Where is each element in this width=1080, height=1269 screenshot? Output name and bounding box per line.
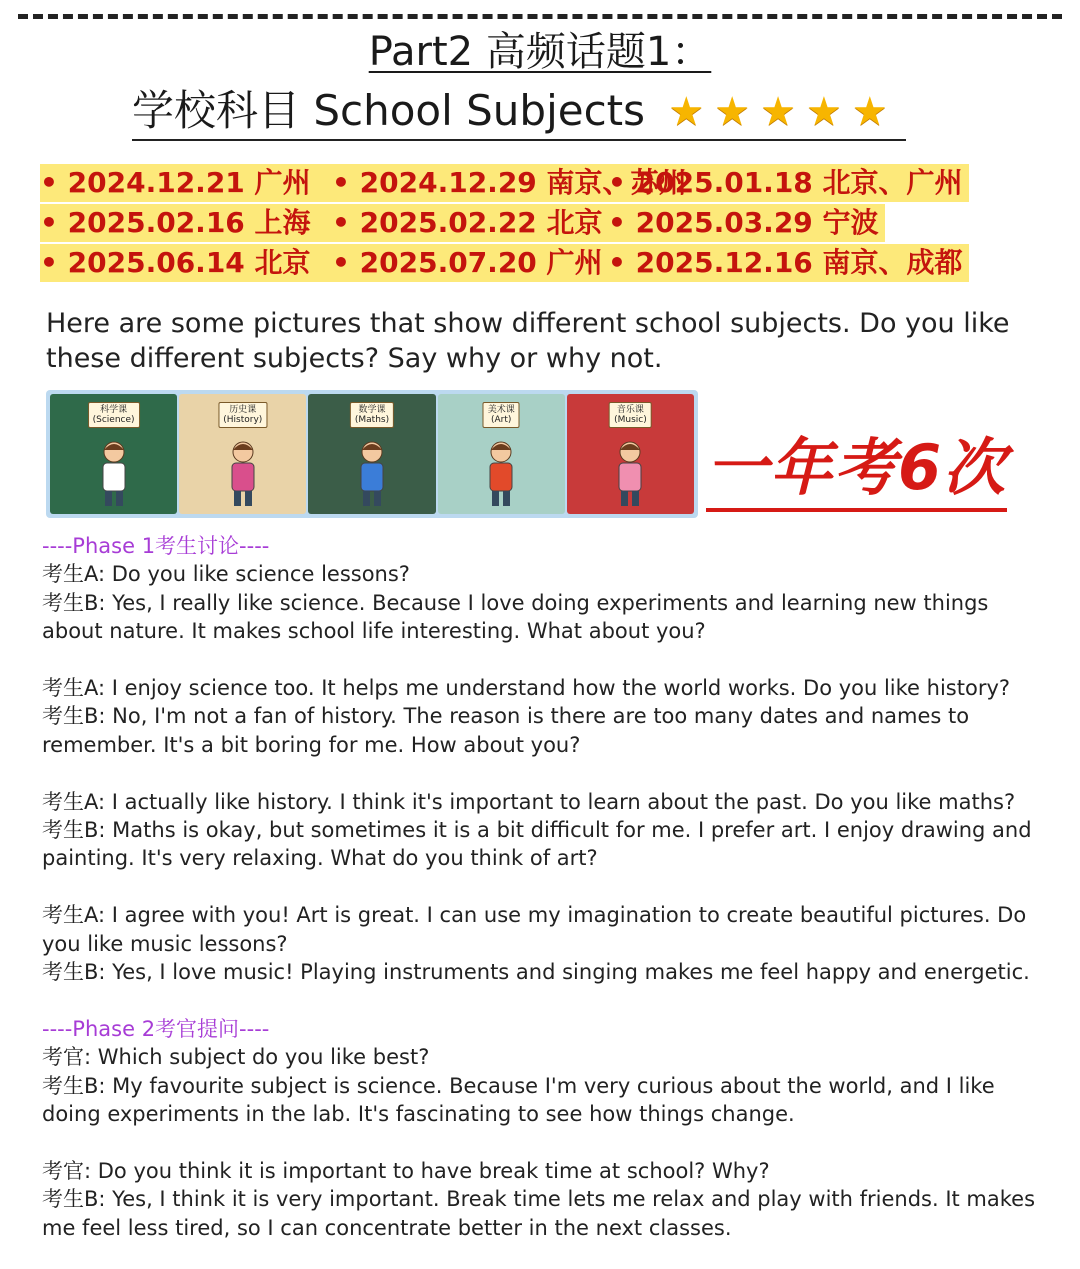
phase-1-dialogue: [42, 560, 1042, 986]
utterance: : I actually like history. I think it's important to learn about the past. Do you like maths?: [98, 789, 1016, 814]
utterance: : I agree with you! Art is great. I can use my imagination to create beautiful pictures. Do you like music lessons?: [42, 903, 1027, 956]
speaker: 考生B: [42, 960, 99, 985]
speaker: 考生B: [42, 1187, 99, 1212]
exam-date: • 2025.01.18 北京、广州: [608, 166, 963, 199]
music-icon: [567, 394, 694, 514]
exam-date: • 2025.02.22 北京: [332, 206, 603, 239]
dialogue-line: [42, 1185, 1042, 1242]
dialogue-line: [42, 674, 1042, 702]
star-rating-icon: ★★★★★: [668, 89, 898, 135]
subject-pictures: [46, 390, 698, 518]
utterance: : Do you think it is important to have break time at school? Why?: [84, 1158, 770, 1183]
dialogue-line: [42, 958, 1042, 986]
title-text: 学校科目 School Subjects: [132, 86, 646, 135]
dialogue: [42, 532, 1042, 1242]
dialogue-line: [42, 788, 1042, 816]
utterance: : Do you like science lessons?: [98, 562, 410, 587]
dialogue-line: [42, 589, 1042, 646]
student-figure-icon: [223, 438, 263, 508]
question-prompt: Here are some pictures that show different school subjects. Do you like these different subjects? Say why or why not.: [46, 308, 1010, 374]
dialogue-line: [42, 1157, 1042, 1185]
art-icon: [438, 394, 565, 514]
subject-sign: 科学课 (Science): [88, 402, 140, 428]
exam-date: • 2025.06.14 北京: [40, 246, 311, 279]
exam-dates: [40, 164, 1040, 284]
utterance: : Yes, I think it is very important. Break time lets me relax and play with friends. It makes me feel less tired, so I can concentrate better in the next classes.: [42, 1187, 1036, 1240]
speaker: 考生B: [42, 818, 99, 843]
speaker: 考生A: [42, 676, 98, 701]
utterance: : Yes, I love music! Playing instruments and singing makes me feel happy and energetic.: [98, 960, 1030, 985]
exam-date: • 2025.07.20 广州: [332, 246, 603, 279]
speaker: 考生A: [42, 789, 98, 814]
utterance: : My favourite subject is science. Because I'm very curious about the world, and I like doing experiments in the lab. It's fascinating to see how things change.: [42, 1073, 995, 1127]
speaker: 考官: [42, 1045, 84, 1070]
dialogue-line: [42, 702, 1042, 759]
student-figure-icon: [481, 438, 521, 508]
speaker: 考生B: [42, 590, 99, 615]
title-line-2: [132, 84, 906, 141]
date-row: [40, 204, 885, 242]
exam-date: • 2024.12.21 广州: [40, 166, 311, 199]
phase-1-heading: ----Phase 1考生讨论----: [42, 534, 270, 558]
top-dashed-divider: [18, 14, 1062, 19]
title-line-1: Part2 高频话题1：: [368, 29, 712, 75]
utterance: : No, I'm not a fan of history. The reason is there are too many dates and names to remember. It's a bit boring for me. How about you?: [42, 704, 970, 757]
subject-sign: 数学课 (Maths): [350, 402, 394, 428]
subject-sign: 音乐课 (Music): [609, 402, 652, 428]
spacer: [42, 873, 1042, 901]
student-figure-icon: [94, 438, 134, 508]
spacer: [42, 646, 1042, 674]
date-row: [40, 164, 969, 202]
utterance: : Maths is okay, but sometimes it is a bit difficult for me. I prefer art. I enjoy drawing and painting. It's very relaxing. What do you think of art?: [42, 818, 1032, 871]
maths-icon: [308, 394, 435, 514]
exam-date: • 2025.02.16 上海: [40, 206, 311, 239]
dialogue-line: [42, 560, 1042, 588]
phase-2-dialogue: [42, 1043, 1042, 1242]
student-figure-icon: [352, 438, 392, 508]
speaker: 考生B: [42, 1073, 99, 1098]
exam-date: • 2025.03.29 宁波: [608, 206, 879, 239]
phase-2-heading: ----Phase 2考官提问----: [42, 1016, 270, 1041]
science-icon: [50, 394, 177, 514]
utterance: : Which subject do you like best?: [84, 1045, 430, 1070]
spacer: [42, 1128, 1042, 1156]
history-icon: [179, 394, 306, 514]
student-figure-icon: [610, 438, 650, 508]
subject-sign: 历史课 (History): [218, 402, 267, 428]
dialogue-line: [42, 816, 1042, 873]
dialogue-line: [42, 901, 1042, 958]
spacer: [42, 986, 1042, 1014]
dialogue-line: [42, 1043, 1042, 1071]
dialogue-line: [42, 1072, 1042, 1129]
speaker: 考生A: [42, 562, 98, 587]
exam-date: • 2024.12.29 南京、苏州: [332, 166, 687, 199]
utterance: : I enjoy science too. It helps me understand how the world works. Do you like history?: [98, 676, 1011, 701]
speaker: 考官: [42, 1158, 84, 1183]
exam-date: • 2025.12.16 南京、成都: [608, 246, 963, 279]
frequency-badge: 一年考6次: [706, 428, 1007, 512]
subject-sign: 美术课 (Art): [483, 402, 520, 428]
spacer: [42, 759, 1042, 787]
utterance: : Yes, I really like science. Because I love doing experiments and learning new things about nature. It makes school life interesting. What about you?: [42, 590, 989, 644]
speaker: 考生A: [42, 903, 98, 928]
date-row: [40, 244, 969, 282]
speaker: 考生B: [42, 704, 99, 729]
